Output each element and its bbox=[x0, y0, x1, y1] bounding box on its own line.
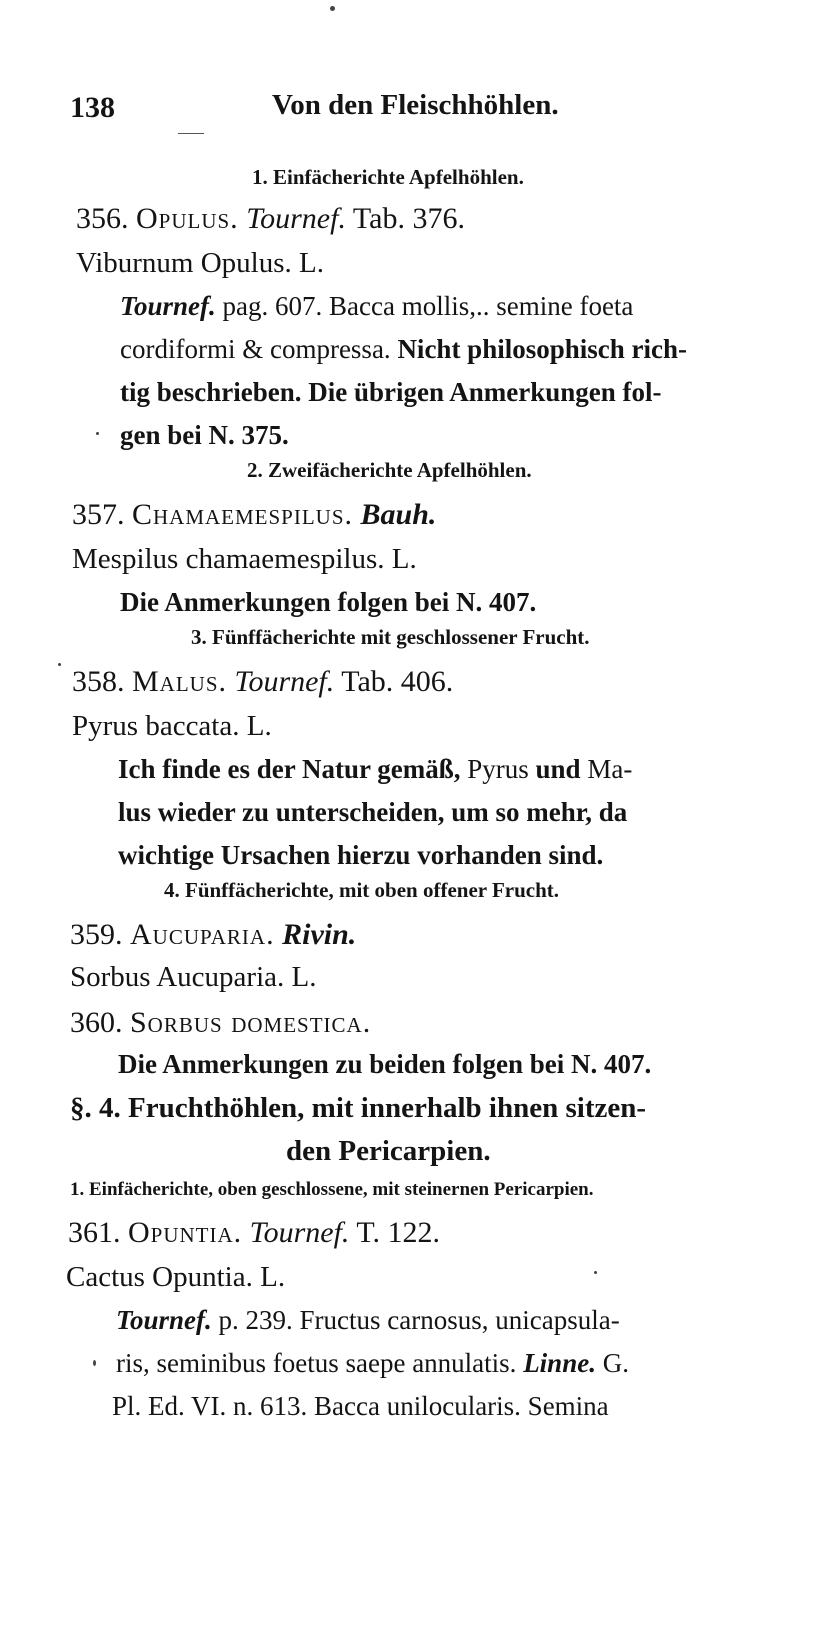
synonym-line: Sorbus Aucuparia. L. bbox=[70, 961, 317, 993]
text-latin: ris, seminibus foetus saepe annulatis. bbox=[116, 1348, 517, 1378]
entry-authority: Tournef. bbox=[246, 202, 346, 235]
entry-name: Opulus. bbox=[136, 202, 239, 235]
text-line bbox=[116, 1350, 629, 1377]
page-number: 138 bbox=[70, 91, 115, 124]
citation-author: Tournef. bbox=[120, 291, 216, 321]
entry-authority: Tournef. bbox=[234, 665, 335, 698]
entry-number: 358. bbox=[72, 665, 125, 698]
text-line: Die Anmerkungen folgen bei N. 407. bbox=[120, 587, 537, 617]
print-speck bbox=[96, 432, 99, 435]
text-latin: cordiformi & compressa. bbox=[120, 334, 391, 364]
entry-359 bbox=[70, 920, 356, 950]
entry-authority: Rivin. bbox=[282, 918, 357, 951]
subsection-heading-3: 3. Fünffächerichte mit geschlossener Frucht. bbox=[191, 625, 590, 649]
entry-name: Opuntia. bbox=[128, 1216, 243, 1249]
text-line bbox=[120, 293, 633, 320]
citation-author: Tournef. bbox=[116, 1305, 212, 1335]
entry-authority: Bauh. bbox=[360, 498, 437, 531]
entry-name: Chamaemespilus. bbox=[132, 498, 354, 531]
text-line: gen bei N. 375. bbox=[120, 420, 289, 450]
text-line: Pl. Ed. VI. n. 613. Bacca unilocularis. Semina bbox=[112, 1391, 609, 1421]
entry-357 bbox=[72, 500, 436, 530]
text-line bbox=[120, 336, 687, 363]
subsection-heading-1: 1. Einfächerichte Apfelhöhlen. bbox=[252, 165, 524, 189]
entry-name: Aucuparia. bbox=[130, 918, 275, 951]
text-latin: Pyrus bbox=[467, 754, 529, 784]
text-line bbox=[116, 1307, 620, 1334]
text-line: tig beschrieben. Die übrigen Anmerkungen fol- bbox=[120, 377, 662, 407]
entry-table-ref: Tab. 376. bbox=[352, 202, 465, 235]
subsection-heading-4: 4. Fünffächerichte, mit oben offener Frucht. bbox=[164, 878, 560, 902]
entry-356 bbox=[76, 204, 465, 234]
subsection-heading-2: 2. Zweifächerichte Apfelhöhlen. bbox=[247, 458, 532, 482]
text-line: wichtige Ursachen hierzu vorhanden sind. bbox=[118, 840, 604, 870]
citation-text: p. 239. Fructus carnosus, unicapsula- bbox=[218, 1305, 620, 1335]
entry-number: 357. bbox=[72, 498, 125, 531]
section-heading-cont: den Pericarpien. bbox=[286, 1135, 491, 1167]
section-heading: §. 4. Fruchthöhlen, mit innerhalb ihnen sitzen- bbox=[70, 1092, 647, 1124]
entry-361 bbox=[68, 1218, 440, 1248]
synonym-line: Mespilus chamaemespilus. L. bbox=[72, 543, 417, 575]
subsection-heading-5: 1. Einfächerichte, oben geschlossene, mit steinernen Pericarpien. bbox=[70, 1179, 594, 1200]
text-german: und bbox=[535, 754, 581, 784]
text-line: Die Anmerkungen zu beiden folgen bei N. 407. bbox=[118, 1049, 652, 1079]
text-german: Ich finde es der Natur gemäß, bbox=[118, 754, 461, 784]
entry-authority: Tournef. bbox=[249, 1216, 350, 1249]
text-latin: G. bbox=[602, 1348, 629, 1378]
print-speck bbox=[594, 1271, 597, 1274]
entry-table-ref: Tab. 406. bbox=[341, 665, 454, 698]
text-line bbox=[118, 756, 632, 783]
entry-number: 359. bbox=[70, 918, 123, 951]
entry-table-ref: T. 122. bbox=[356, 1216, 441, 1249]
entry-number: 360. bbox=[70, 1006, 123, 1039]
entry-360 bbox=[70, 1008, 371, 1038]
synonym-line: Cactus Opuntia. L. bbox=[66, 1261, 286, 1293]
entry-number: 361. bbox=[68, 1216, 121, 1249]
citation-text: pag. 607. Bacca mollis,.. semine foeta bbox=[222, 291, 634, 321]
print-speck bbox=[58, 663, 61, 666]
entry-name: Malus. bbox=[132, 665, 228, 698]
text-line: lus wieder zu unterscheiden, um so mehr, da bbox=[118, 797, 628, 827]
text-latin: Ma- bbox=[587, 754, 633, 784]
running-title: Von den Fleischhöhlen. bbox=[272, 89, 559, 121]
synonym-line: Viburnum Opulus. L. bbox=[76, 247, 324, 279]
print-speck bbox=[93, 1360, 96, 1366]
entry-358 bbox=[72, 667, 453, 697]
entry-number: 356. bbox=[76, 202, 129, 235]
citation-author: Linne. bbox=[523, 1348, 596, 1378]
synonym-line: Pyrus baccata. L. bbox=[72, 710, 272, 742]
print-speck bbox=[330, 6, 335, 11]
entry-name: Sorbus domestica. bbox=[130, 1006, 372, 1039]
header-mark bbox=[178, 133, 204, 134]
text-german: Nicht philosophisch rich- bbox=[397, 334, 687, 364]
